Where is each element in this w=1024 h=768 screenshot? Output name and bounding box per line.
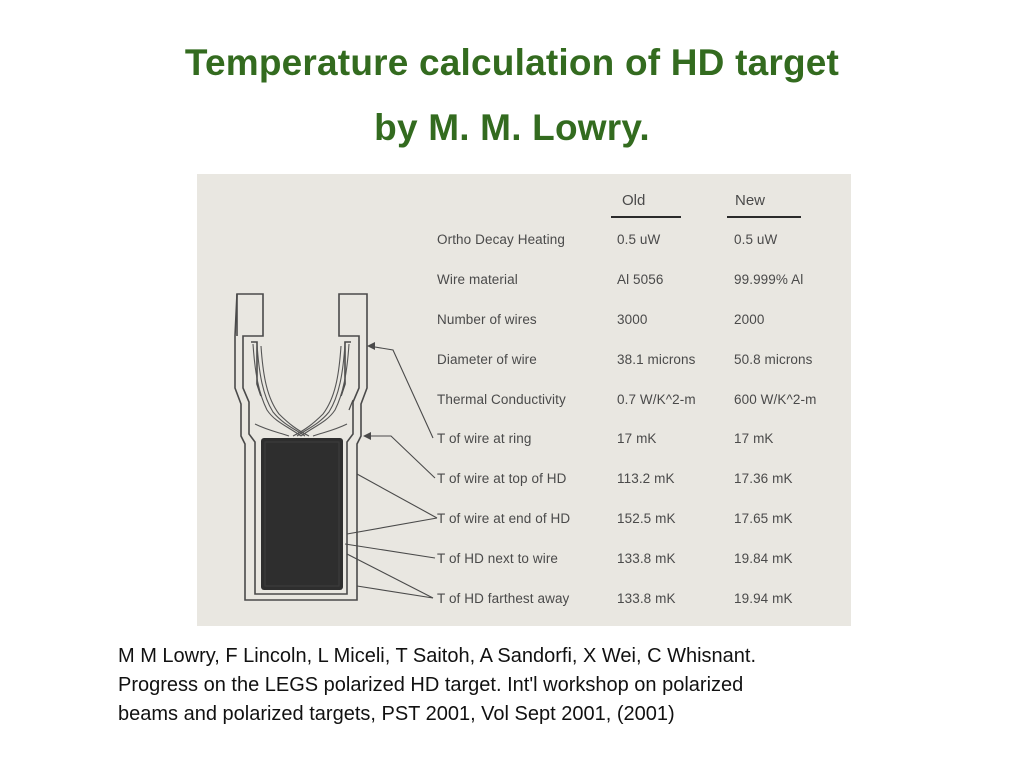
row-label: T of wire at top of HD bbox=[437, 471, 567, 486]
row-label: Wire material bbox=[437, 272, 518, 287]
table-row bbox=[197, 352, 851, 372]
table-row bbox=[197, 232, 851, 252]
citation-line: M M Lowry, F Lincoln, L Miceli, T Saitoh, A Sandorfi, X Wei, C Whisnant. bbox=[118, 645, 757, 667]
table-row bbox=[197, 272, 851, 292]
table-row bbox=[197, 591, 851, 611]
citation-line: beams and polarized targets, PST 2001, Vol Sept 2001, (2001) bbox=[118, 703, 675, 725]
row-label: Diameter of wire bbox=[437, 352, 537, 367]
row-old-value: 38.1 microns bbox=[617, 352, 696, 367]
row-new-value: 0.5 uW bbox=[734, 232, 778, 247]
row-label: T of wire at ring bbox=[437, 431, 532, 446]
row-old-value: 0.5 uW bbox=[617, 232, 661, 247]
column-rule-new bbox=[727, 216, 801, 218]
table-row bbox=[197, 551, 851, 571]
row-old-value: Al 5056 bbox=[617, 272, 664, 287]
row-old-value: 3000 bbox=[617, 312, 648, 327]
row-new-value: 19.94 mK bbox=[734, 591, 793, 606]
slide-title: Temperature calculation of HD target bbox=[184, 42, 840, 83]
row-new-value: 99.999% Al bbox=[734, 272, 804, 287]
row-label: T of HD next to wire bbox=[437, 551, 559, 566]
row-label: Thermal Conductivity bbox=[437, 392, 566, 407]
row-old-value: 133.8 mK bbox=[617, 591, 676, 606]
row-new-value: 50.8 microns bbox=[734, 352, 813, 367]
row-label: T of wire at end of HD bbox=[437, 511, 571, 526]
row-old-value: 152.5 mK bbox=[617, 511, 676, 526]
row-new-value: 17 mK bbox=[734, 431, 774, 446]
slide-subtitle: by M. M. Lowry. bbox=[374, 107, 650, 148]
row-label: Number of wires bbox=[437, 312, 537, 327]
table-row bbox=[197, 511, 851, 531]
citation-line: Progress on the LEGS polarized HD target. Int'l workshop on polarized bbox=[118, 674, 744, 696]
citation bbox=[118, 642, 978, 729]
row-old-value: 113.2 mK bbox=[617, 471, 675, 486]
table-row bbox=[197, 471, 851, 491]
row-old-value: 0.7 W/K^2-m bbox=[617, 392, 696, 407]
column-header-new: New bbox=[735, 192, 766, 209]
row-old-value: 17 mK bbox=[617, 431, 657, 446]
table-row bbox=[197, 431, 851, 451]
row-old-value: 133.8 mK bbox=[617, 551, 676, 566]
table-row bbox=[197, 312, 851, 332]
table-row bbox=[197, 392, 851, 412]
column-header-old: Old bbox=[622, 192, 646, 209]
row-label: Ortho Decay Heating bbox=[437, 232, 565, 247]
column-rule-old bbox=[611, 216, 681, 218]
row-new-value: 17.65 mK bbox=[734, 511, 793, 526]
row-new-value: 17.36 mK bbox=[734, 471, 793, 486]
row-new-value: 2000 bbox=[734, 312, 765, 327]
row-new-value: 600 W/K^2-m bbox=[734, 392, 817, 407]
row-new-value: 19.84 mK bbox=[734, 551, 793, 566]
scanned-figure bbox=[197, 174, 851, 626]
row-label: T of HD farthest away bbox=[437, 591, 570, 606]
